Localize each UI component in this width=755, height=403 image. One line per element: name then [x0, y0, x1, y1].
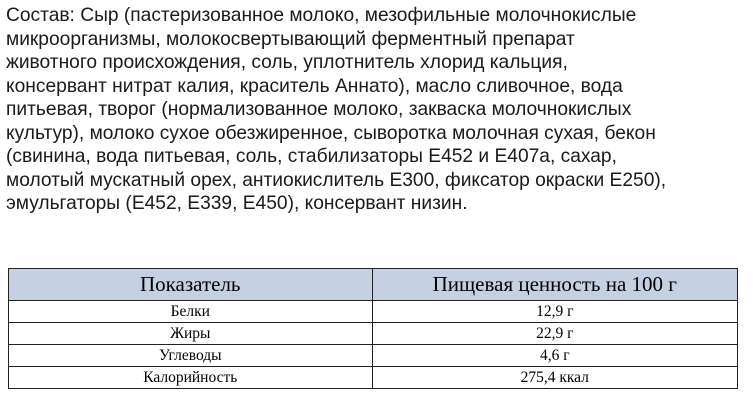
table-row: [9, 345, 738, 367]
table-row: [9, 367, 738, 389]
header-indicator: Показатель: [9, 269, 373, 301]
table-header-row: [9, 269, 738, 301]
row-indicator: Калорийность: [9, 367, 373, 389]
row-value: 275,4 ккал: [372, 367, 737, 389]
row-value: 12,9 г: [372, 301, 737, 323]
header-nutrition-value: Пищевая ценность на 100 г: [372, 269, 737, 301]
table-row: [9, 323, 738, 345]
row-indicator: Углеводы: [9, 345, 373, 367]
table-row: [9, 301, 738, 323]
row-value: 4,6 г: [372, 345, 737, 367]
composition-text: Состав: Сыр (пастеризованное молоко, мезофильные молочнокислые микроорганизмы, молокосвертывающий ферментный препарат животного происхождения, соль, уплотнитель хлорид кальция, консервант нитрат калия, краситель Аннато), масло сливочное, вода питьевая, творог (нормализованное молоко, закваска молочнокислых культур), молоко сухое обезжиренное, сыворотка молочная сухая, бекон (свинина, вода питьевая, соль, стабилизаторы Е452 и Е407а, сахар, молотый мускатный орех, антиокислитель Е300, фиксатор окраски Е250), эмульгаторы (Е452, Е339, Е450), консервант низин.: [6, 5, 667, 214]
row-value: 22,9 г: [372, 323, 737, 345]
row-indicator: Белки: [9, 301, 373, 323]
nutrition-table: [8, 268, 738, 389]
row-indicator: Жиры: [9, 323, 373, 345]
